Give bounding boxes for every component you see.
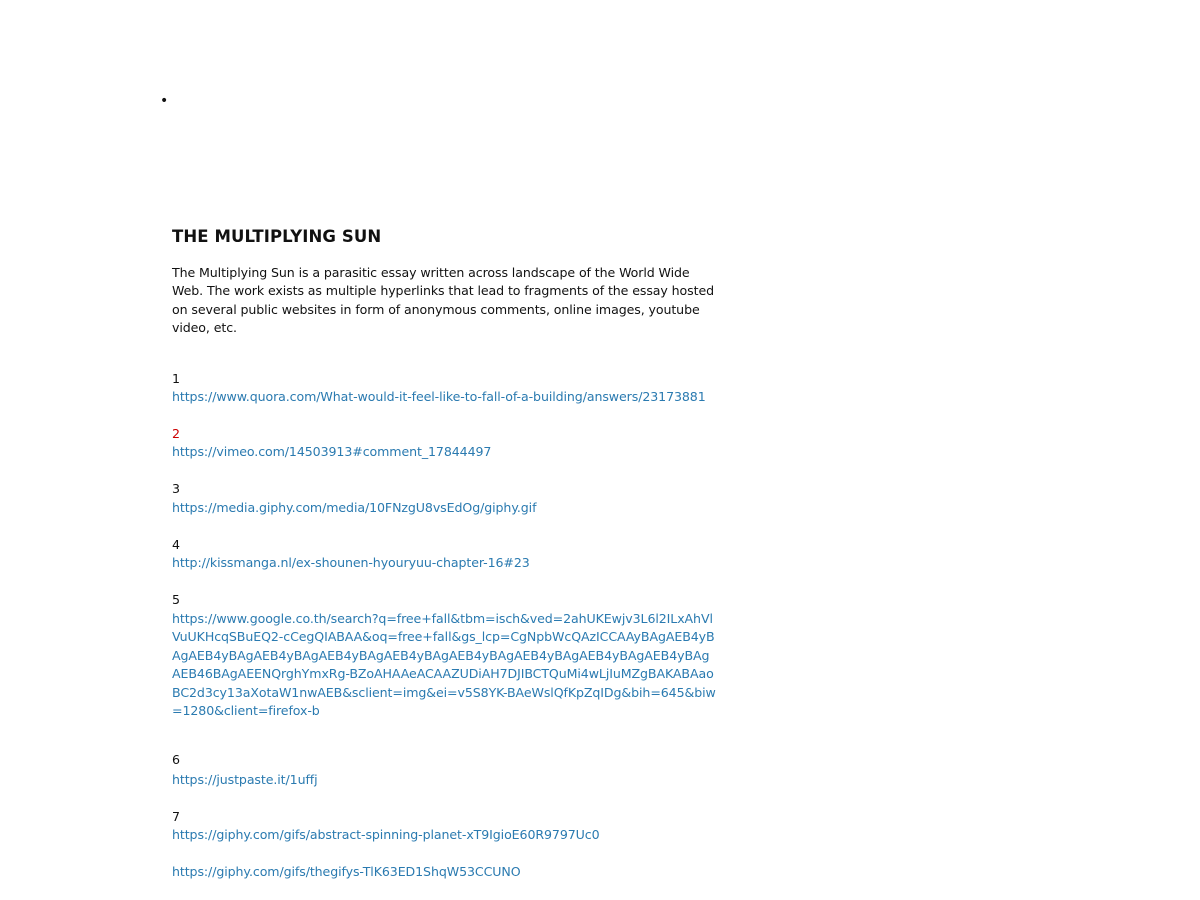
fragment-link[interactable]: https://www.quora.com/What-would-it-feel-like-to-fall-of-a-building/answers/23173881 bbox=[172, 389, 706, 405]
page-title: THE MULTIPLYING SUN bbox=[172, 227, 382, 246]
fragment-item bbox=[172, 425, 717, 462]
fragment-item bbox=[172, 480, 717, 517]
fragment-link[interactable]: https://vimeo.com/14503913#comment_17844497 bbox=[172, 444, 492, 460]
fragment-number: 7 bbox=[172, 809, 181, 825]
fragment-number: 6 bbox=[172, 751, 181, 767]
fragment-item bbox=[172, 591, 717, 720]
fragment-number: 3 bbox=[172, 481, 181, 497]
list-bullet: • bbox=[160, 93, 169, 109]
fragment-link[interactable]: http://kissmanga.nl/ex-shounen-hyouryuu-chapter-16#23 bbox=[172, 555, 530, 571]
fragment-item bbox=[172, 808, 717, 845]
intro-paragraph: The Multiplying Sun is a parasitic essay written across landscape of the World Wide Web. The work exists as multiple hyperlinks that lead to fragments of the essay hosted on several public websites in form of anonymous comments, online images, youtube video, etc. bbox=[172, 265, 715, 336]
fragment-item bbox=[172, 863, 717, 882]
fragment-number: 1 bbox=[172, 370, 181, 386]
fragment-item bbox=[172, 370, 717, 407]
fragment-list bbox=[172, 370, 717, 882]
fragment-link[interactable]: https://www.google.co.th/search?q=free+fall&tbm=isch&ved=2ahUKEwjv3L6l2ILxAhVlVuUKHcqSBuEQ2-cCegQIABAA&oq=free+fall&gs_lcp=CgNpbWcQAzICCAAyBAgAEB4yBAgAEB4yBAgAEB4yBAgAEB4yBAgAEB4yBAgAEB4yBAgAEB4yBAgAEB4yBAgAEB4yBAgAEB46BAgAEENQrghYmxRg-BZoAHAAeACAAZUDiAH7DJIBCTQuMi4wLjIuMZgBAKABAaoBC2d3cy13aXotaW1nwAEB&sclient=img&ei=v5S8YK-BAeWslQfKpZqIDg&bih=645&biw=1280&client=firefox-b bbox=[172, 610, 716, 719]
fragment-item bbox=[172, 751, 717, 790]
fragment-link[interactable]: https://justpaste.it/1uffj bbox=[172, 772, 318, 788]
fragment-number: 4 bbox=[172, 536, 181, 552]
essay-content bbox=[172, 226, 717, 900]
fragment-link[interactable]: https://media.giphy.com/media/10FNzgU8vsEdOg/giphy.gif bbox=[172, 499, 537, 515]
fragment-link[interactable]: https://giphy.com/gifs/thegifys-TlK63ED1ShqW53CCUNO bbox=[172, 864, 521, 880]
fragment-link[interactable]: https://giphy.com/gifs/abstract-spinning-planet-xT9IgioE60R9797Uc0 bbox=[172, 827, 600, 843]
fragment-number: 2 bbox=[172, 426, 181, 442]
fragment-item bbox=[172, 536, 717, 573]
fragment-number: 5 bbox=[172, 592, 181, 608]
